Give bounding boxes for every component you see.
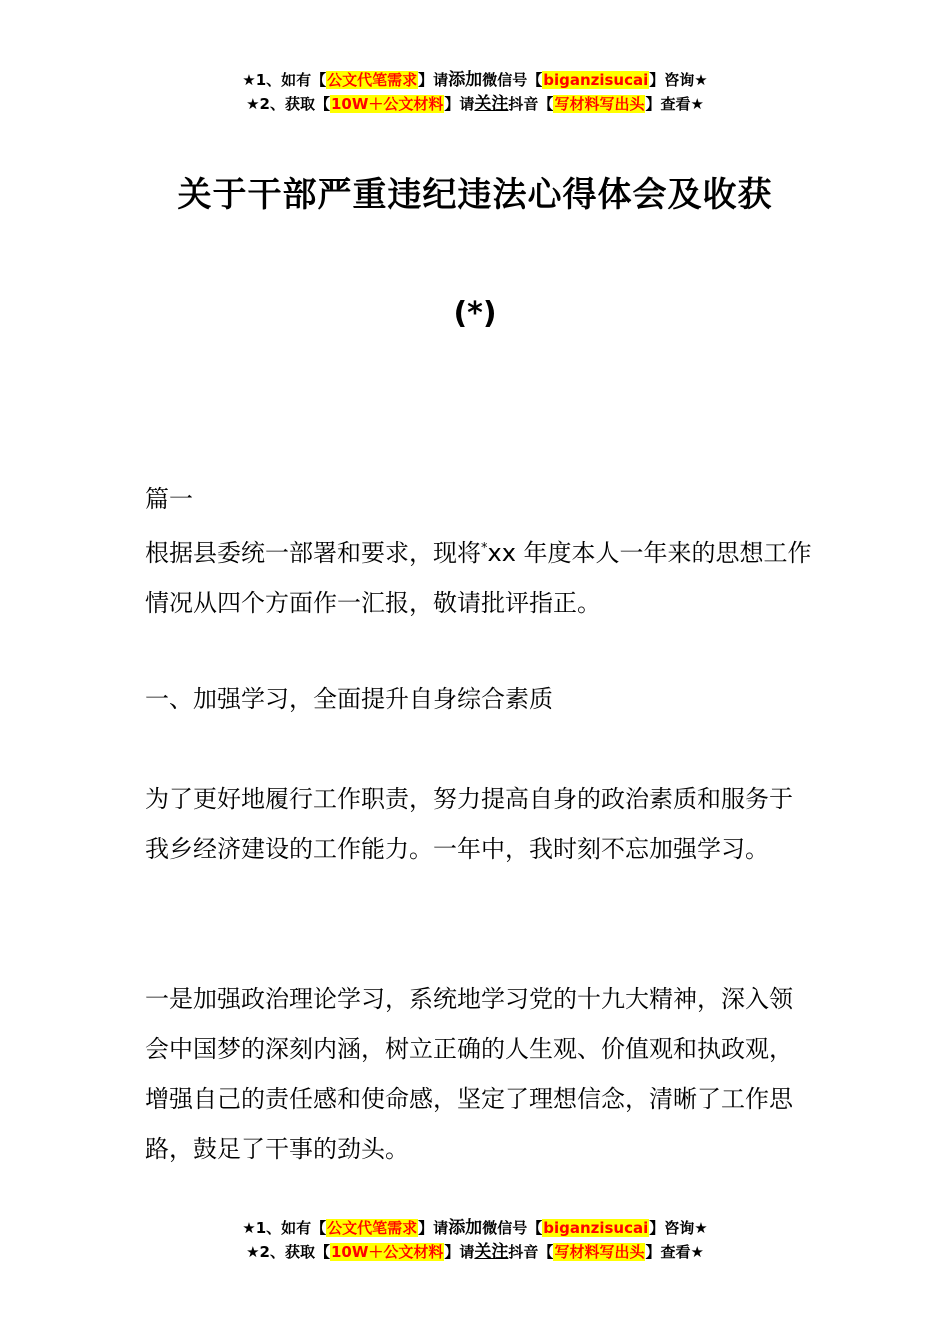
notice-text: 微信号【	[482, 71, 543, 89]
notice-text: ★2、获取【	[246, 1243, 330, 1261]
notice-text: 微信号【	[482, 1219, 543, 1237]
notice-text: 】查看★	[645, 1243, 704, 1261]
document-title: 关于干部严重违纪违法心得体会及收获	[177, 174, 773, 215]
notice-text: 】咨询★	[649, 71, 708, 89]
footnote-mark: *	[481, 541, 488, 556]
document-subtitle: (*)	[453, 296, 497, 331]
intro-paragraph	[145, 524, 815, 628]
notice-emphasis: 关注	[474, 1242, 509, 1262]
intro-text-b: xx 年度本人一年来的思想工作情况从四个方面作一汇报，敬请批评指正。	[145, 539, 812, 617]
header-notice	[0, 68, 950, 116]
body-paragraph: 一是加强政治理论学习，系统地学习党的十九大精神，深入领会中国梦的深刻内涵，树立正确的人生观、价值观和执政观，增强自己的责任感和使命感，坚定了理想信念，清晰了工作思路，鼓足了干事的劲头。	[145, 985, 793, 1163]
notice-line-1	[0, 1216, 950, 1240]
section-heading: 一、加强学习，全面提升自身综合素质	[145, 685, 553, 713]
wechat-id-highlight: biganzisucai	[543, 71, 649, 89]
notice-highlight: 10W＋公文材料	[330, 1243, 444, 1261]
notice-emphasis: 添加	[448, 70, 483, 90]
notice-text: 】咨询★	[649, 1219, 708, 1237]
notice-text: ★1、如有【	[242, 71, 327, 89]
section-label: 篇一	[145, 485, 193, 513]
notice-highlight: 公文代笔需求	[327, 1219, 418, 1237]
notice-text: 】请	[444, 1243, 475, 1261]
notice-text: 】请	[444, 95, 475, 113]
wechat-id-highlight: biganzisucai	[543, 1219, 649, 1237]
intro-text-a: 根据县委统一部署和要求，现将	[145, 539, 481, 567]
douyin-account-highlight: 写材料写出头	[554, 1243, 645, 1261]
notice-line-1	[0, 68, 950, 92]
notice-line-2	[0, 1240, 950, 1264]
footer-notice	[0, 1216, 950, 1264]
body-paragraph: 为了更好地履行工作职责，努力提高自身的政治素质和服务于我乡经济建设的工作能力。一年中，我时刻不忘加强学习。	[145, 785, 793, 863]
notice-text: ★2、获取【	[246, 95, 330, 113]
douyin-account-highlight: 写材料写出头	[554, 95, 645, 113]
notice-text: 】请	[418, 71, 449, 89]
notice-emphasis: 添加	[448, 1218, 483, 1238]
notice-highlight: 10W＋公文材料	[330, 95, 444, 113]
notice-text: 抖音【	[508, 1243, 554, 1261]
notice-highlight: 公文代笔需求	[327, 71, 418, 89]
notice-line-2	[0, 92, 950, 116]
notice-emphasis: 关注	[474, 94, 509, 114]
notice-text: 抖音【	[508, 95, 554, 113]
notice-text: 】查看★	[645, 95, 704, 113]
notice-text: ★1、如有【	[242, 1219, 327, 1237]
notice-text: 】请	[418, 1219, 449, 1237]
